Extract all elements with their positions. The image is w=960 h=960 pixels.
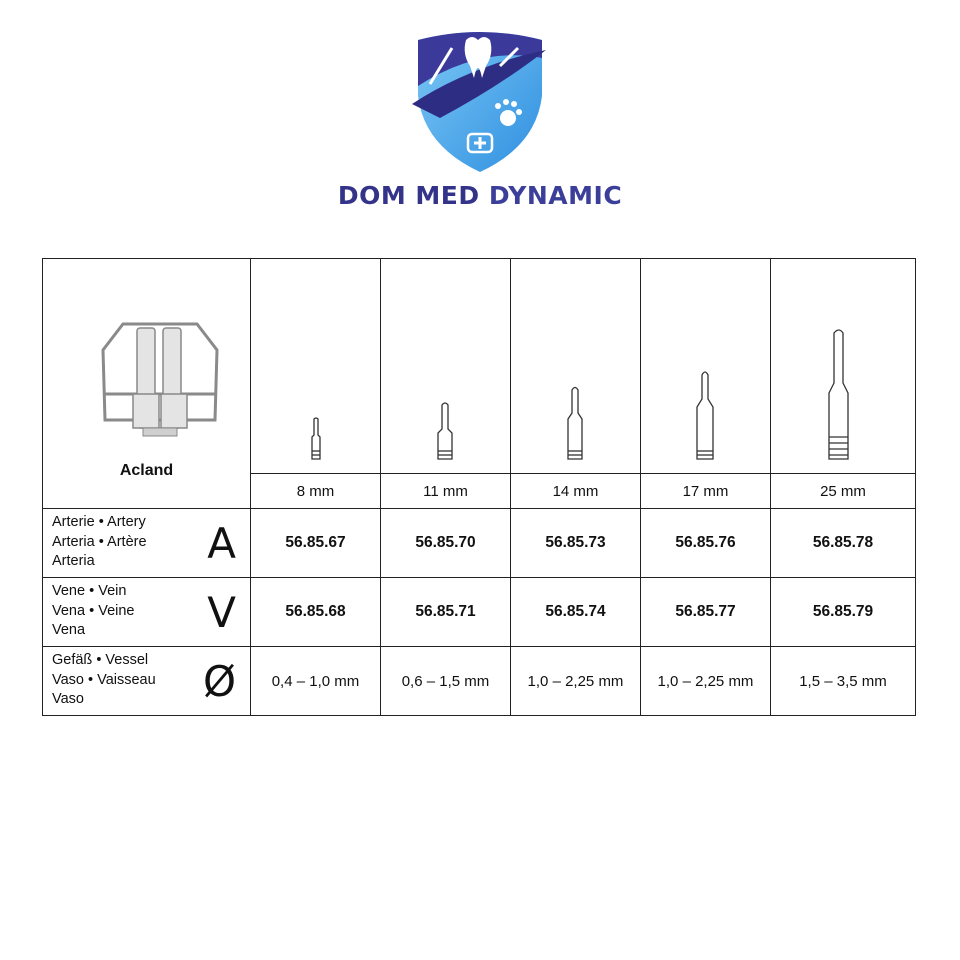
label-line: Vaso • Vaisseau [52, 671, 156, 688]
article-code: 56.85.74 [511, 578, 641, 647]
size-11mm: 11 mm [381, 474, 511, 509]
table-row-vein [43, 578, 916, 647]
clamp-illustration-8mm [251, 259, 381, 474]
row-symbol: V [207, 588, 236, 637]
article-code: 56.85.70 [381, 509, 511, 578]
product-name: Acland [119, 461, 174, 479]
article-code: 56.85.71 [381, 578, 511, 647]
article-code: 56.85.77 [641, 578, 771, 647]
shield-logo-icon [410, 26, 550, 176]
label-line: Gefäß • Vessel [52, 652, 149, 668]
row-label-artery [43, 509, 251, 578]
table-row-artery [43, 509, 916, 578]
row-symbol: Ø [202, 657, 236, 706]
label-line: Arteria • Artère [52, 533, 147, 550]
clamp-illustration-14mm [511, 259, 641, 474]
article-code: 56.85.67 [251, 509, 381, 578]
size-8mm: 8 mm [251, 474, 381, 509]
vessel-range: 1,5 – 3,5 mm [771, 647, 916, 716]
brand-name [0, 181, 960, 210]
clamp-11mm-icon [381, 259, 511, 473]
label-line: Vena [52, 622, 86, 638]
spec-table [42, 258, 916, 716]
vessel-range: 0,4 – 1,0 mm [251, 647, 381, 716]
article-code: 56.85.79 [771, 578, 916, 647]
clamp-17mm-icon [641, 259, 771, 473]
label-line: Arterie • Artery [52, 514, 146, 530]
article-code: 56.85.76 [641, 509, 771, 578]
vessel-range: 1,0 – 2,25 mm [641, 647, 771, 716]
size-25mm: 25 mm [771, 474, 916, 509]
clamp-illustration-17mm [641, 259, 771, 474]
clamp-illustration-25mm [771, 259, 916, 474]
article-code: 56.85.68 [251, 578, 381, 647]
label-line: Vaso [52, 691, 84, 707]
brand-word-1: DOM MED [337, 181, 480, 210]
size-17mm: 17 mm [641, 474, 771, 509]
clamp-14mm-icon [511, 259, 641, 473]
brand-word-2: DYNAMIC [488, 181, 623, 210]
clamp-8mm-icon [251, 259, 381, 473]
label-line: Vene • Vein [52, 583, 127, 599]
product-cell [43, 259, 251, 509]
label-line: Arteria [52, 553, 95, 569]
vessel-range: 1,0 – 2,25 mm [511, 647, 641, 716]
row-symbol: A [207, 519, 236, 568]
table-row-vessel [43, 647, 916, 716]
clamp-illustration-11mm [381, 259, 511, 474]
size-14mm: 14 mm [511, 474, 641, 509]
clamp-25mm-icon [771, 259, 916, 473]
article-code: 56.85.78 [771, 509, 916, 578]
article-code: 56.85.73 [511, 509, 641, 578]
label-line: Vena • Veine [52, 602, 135, 619]
row-label-vein [43, 578, 251, 647]
row-label-vessel [43, 647, 251, 716]
acland-clamp-image [93, 310, 227, 460]
vessel-range: 0,6 – 1,5 mm [381, 647, 511, 716]
